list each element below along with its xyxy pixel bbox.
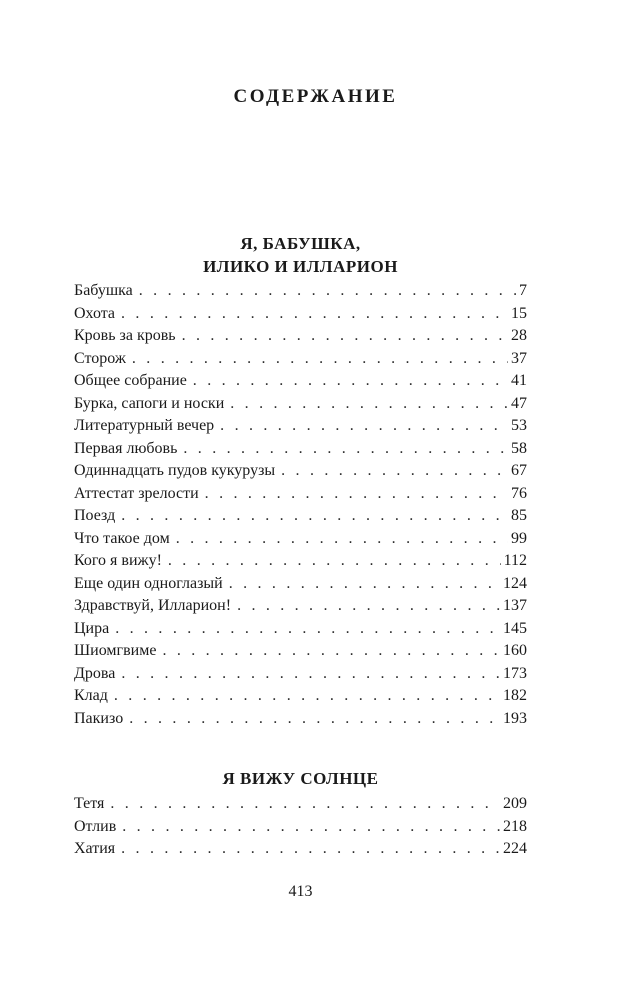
toc-entry-title: Дрова <box>74 664 116 682</box>
toc-entry-title: Сторож <box>74 349 126 367</box>
toc-entry <box>74 348 527 371</box>
toc-entry-page: 224 <box>503 840 527 857</box>
toc-entry <box>74 816 527 839</box>
toc-entry <box>74 280 527 303</box>
dot-leader <box>114 685 500 708</box>
toc-entry-title: Общее собрание <box>74 372 187 389</box>
toc-entry-page: 7 <box>519 282 527 299</box>
dot-leader <box>183 438 508 461</box>
dot-leader <box>121 505 508 528</box>
toc-entry <box>74 663 527 686</box>
toc-entry-title: Поезд <box>74 507 116 524</box>
toc-entry-title: Кого я вижу! <box>74 552 162 569</box>
dot-leader <box>230 393 508 416</box>
toc-entry-title: Шиомгвиме <box>74 642 157 659</box>
toc-entry <box>74 370 527 393</box>
toc-entry-page: 112 <box>503 552 527 569</box>
toc-entry-title: Цира <box>74 619 110 637</box>
toc-entry-title: Пакизо <box>74 709 124 727</box>
dot-leader <box>129 708 500 731</box>
toc-entry-title: Литературный вечер <box>74 417 215 434</box>
toc-entry <box>74 708 527 731</box>
toc-entry-page: 124 <box>503 574 527 592</box>
dot-leader <box>205 483 508 506</box>
toc-entry-title: Первая любовь <box>74 439 178 457</box>
toc-entry <box>74 528 527 551</box>
dot-leader <box>237 595 500 618</box>
toc-entry-title: Аттестат зрелости <box>74 484 199 502</box>
section-heading-line: Я, БАБУШКА, <box>240 234 361 253</box>
dot-leader <box>132 348 508 371</box>
toc-entry <box>74 460 527 483</box>
toc-entry <box>74 393 527 416</box>
toc-entry <box>74 595 527 618</box>
toc-list <box>74 793 527 861</box>
toc-entry-page: 76 <box>511 484 527 502</box>
toc-entry <box>74 685 527 708</box>
toc-entry-title: Здравствуй, Илларион! <box>74 597 232 614</box>
toc-list <box>74 280 527 730</box>
toc-entry <box>74 483 527 506</box>
dot-leader <box>193 370 508 393</box>
toc-entry-title: Отлив <box>74 817 117 835</box>
toc-entry-title: Кровь за кровь <box>74 327 176 344</box>
toc-entry-page: 58 <box>511 439 527 457</box>
section-heading <box>0 767 601 790</box>
toc-entry-page: 182 <box>503 687 527 704</box>
toc-entry-title: Что такое дом <box>74 529 170 547</box>
toc-entry-title: Еще один одноглазый <box>74 574 223 592</box>
toc-entry-title: Бабушка <box>74 282 133 299</box>
toc-entry <box>74 640 527 663</box>
toc-entry <box>74 303 527 326</box>
toc-entry-page: 218 <box>503 817 527 835</box>
toc-entry <box>74 438 527 461</box>
toc-entry-page: 209 <box>503 795 527 812</box>
toc-entry-title: Охота <box>74 304 116 322</box>
dot-leader <box>168 550 501 573</box>
toc-entry-page: 15 <box>511 304 527 322</box>
toc-entry-page: 47 <box>511 394 527 412</box>
dot-leader <box>121 303 508 326</box>
page-number: 413 <box>288 883 313 900</box>
dot-leader <box>110 793 500 816</box>
section-heading-line: Я ВИЖУ СОЛНЦЕ <box>222 769 379 788</box>
toc-entry-page: 173 <box>503 664 527 682</box>
toc-entry-title: Одиннадцать пудов кукурузы <box>74 462 276 479</box>
toc-entry <box>74 415 527 438</box>
toc-entry-page: 99 <box>511 529 527 547</box>
toc-entry-page: 53 <box>511 417 527 434</box>
dot-leader <box>121 663 500 686</box>
dot-leader <box>139 280 516 303</box>
dot-leader <box>162 640 500 663</box>
dot-leader <box>281 460 508 483</box>
toc-entry-page: 145 <box>503 619 527 637</box>
toc-entry-page: 85 <box>511 507 527 524</box>
toc-entry <box>74 838 527 861</box>
toc-entry-page: 28 <box>511 327 527 344</box>
toc-entry-page: 41 <box>511 372 527 389</box>
toc-entry <box>74 793 527 816</box>
toc-entry <box>74 505 527 528</box>
dot-leader <box>176 528 508 551</box>
toc-entry-title: Клад <box>74 687 108 704</box>
toc-entry <box>74 618 527 641</box>
page-title: СОДЕРЖАНИЕ <box>233 86 398 107</box>
toc-entry-page: 67 <box>511 462 527 479</box>
dot-leader <box>122 816 500 839</box>
toc-entry-title: Бурка, сапоги и носки <box>74 394 225 412</box>
toc-entry <box>74 573 527 596</box>
toc-entry-title: Тетя <box>74 795 105 812</box>
toc-entry-page: 160 <box>503 642 527 659</box>
dot-leader <box>229 573 500 596</box>
toc-entry <box>74 325 527 348</box>
toc-entry-title: Хатия <box>74 840 116 857</box>
toc-entry-page: 37 <box>511 349 527 367</box>
dot-leader <box>182 325 508 348</box>
section-heading <box>0 232 601 278</box>
section-heading-line: ИЛИКО И ИЛЛАРИОН <box>203 257 398 276</box>
toc-entry-page: 193 <box>503 709 527 727</box>
toc-entry-page: 137 <box>503 597 527 614</box>
dot-leader <box>220 415 508 438</box>
toc-entry <box>74 550 527 573</box>
dot-leader <box>121 838 500 861</box>
dot-leader <box>115 618 500 641</box>
